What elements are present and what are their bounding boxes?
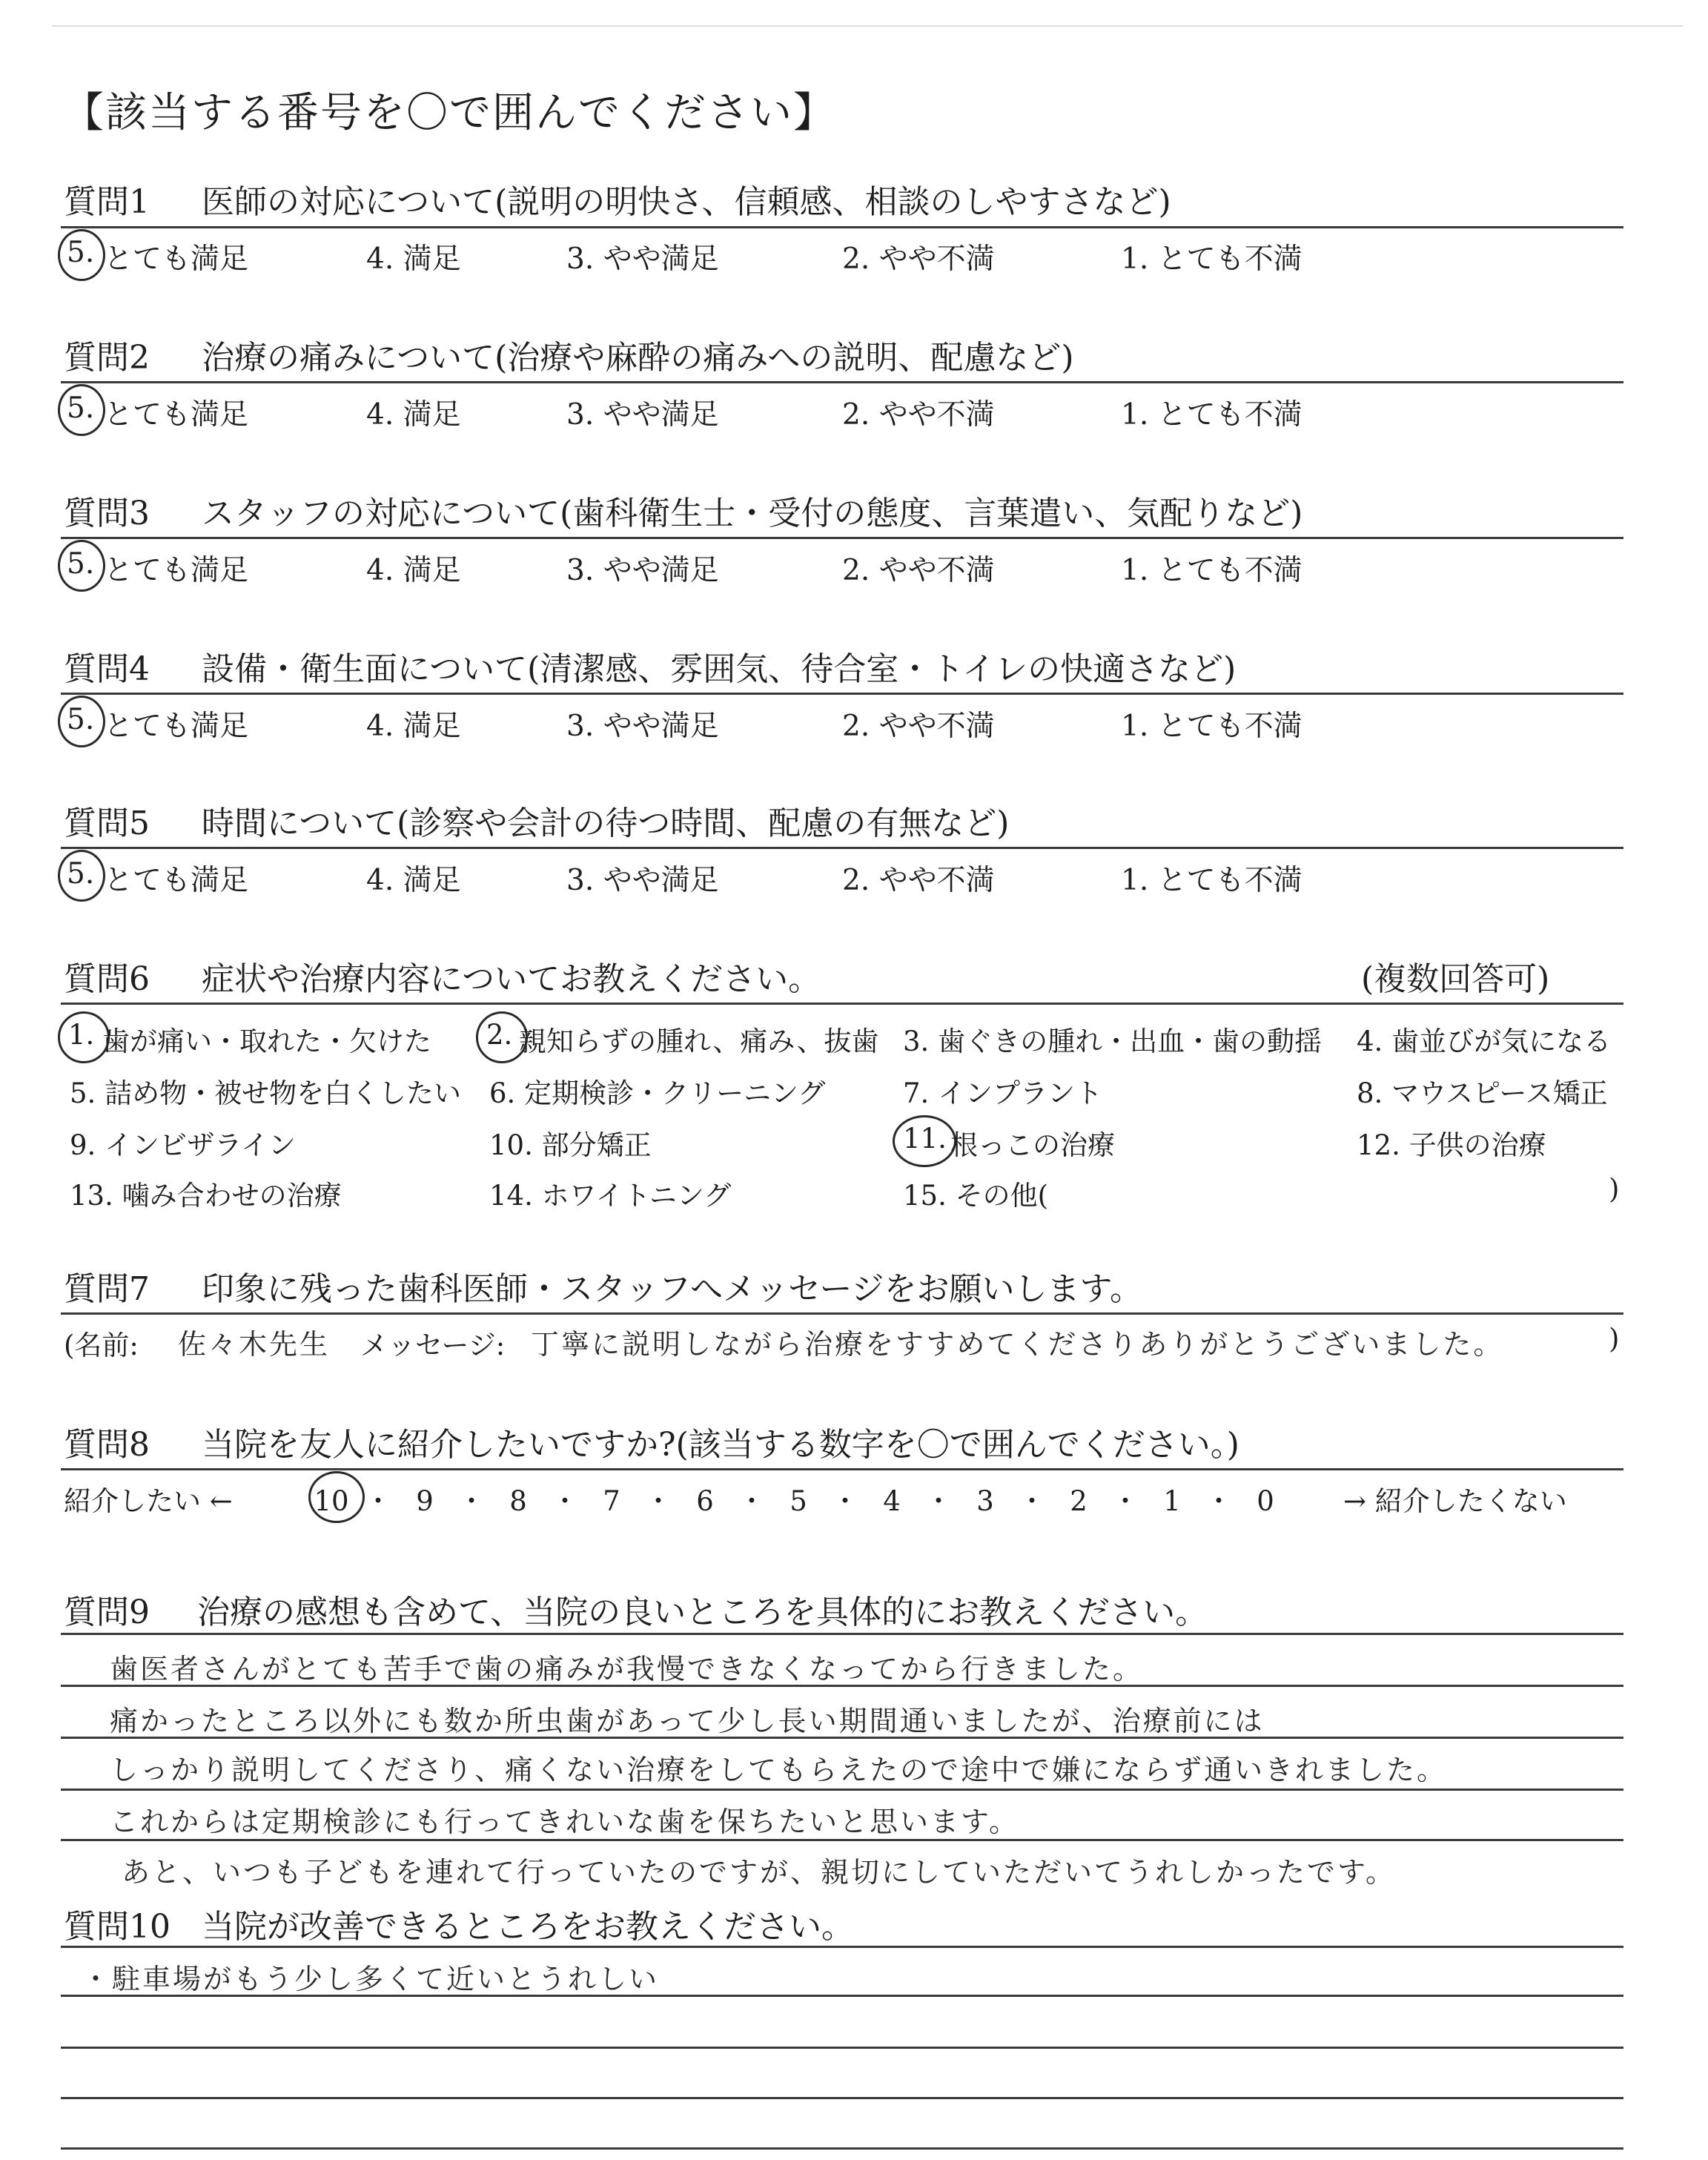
question-label: 質問10 bbox=[64, 1908, 171, 1946]
question-text: 印象に残った歯科医師・スタッフへメッセージをお願いします。 bbox=[202, 1270, 1142, 1308]
option-1[interactable]: 1. とても不満 bbox=[1121, 242, 1302, 276]
rule-line bbox=[61, 226, 1623, 228]
option-4[interactable]: 4. 歯並びが気になる bbox=[1357, 1025, 1612, 1057]
option-3[interactable]: 3. やや満足 bbox=[566, 554, 719, 587]
question-text: 治療の感想も含めて、当院の良いところを具体的にお教えください。 bbox=[197, 1593, 1208, 1631]
scan-top-edge bbox=[52, 25, 1683, 27]
rule-line bbox=[61, 1633, 1623, 1635]
option-4[interactable]: 4. 満足 bbox=[366, 554, 461, 587]
scale-0[interactable]: 0 bbox=[1257, 1485, 1274, 1517]
option-4[interactable]: 4. 満足 bbox=[366, 864, 461, 897]
scale-separator: ・ bbox=[551, 1485, 579, 1517]
question-text: 時間について(診察や会計の待つ時間、配慮の有無など) bbox=[202, 805, 1010, 842]
option-1-text[interactable]: 歯が痛い・取れた・欠けた bbox=[102, 1025, 431, 1057]
option-7[interactable]: 7. インプラント bbox=[903, 1077, 1103, 1109]
page-title: 【該当する番号を〇で囲んでください】 bbox=[62, 89, 836, 137]
scale-8[interactable]: 8 bbox=[509, 1485, 527, 1517]
scale-right-label: → 紹介したくない bbox=[1343, 1485, 1567, 1517]
name-label: (名前: bbox=[64, 1330, 139, 1361]
scale-9[interactable]: 9 bbox=[416, 1485, 434, 1517]
option-5-num[interactable]: 5. bbox=[67, 703, 95, 736]
scale-6[interactable]: 6 bbox=[696, 1485, 714, 1517]
option-14[interactable]: 14. ホワイトニング bbox=[489, 1180, 732, 1212]
scale-5[interactable]: 5 bbox=[790, 1485, 807, 1517]
question-label: 質問8 bbox=[64, 1426, 150, 1464]
option-3[interactable]: 3. やや満足 bbox=[566, 398, 719, 432]
question-label: 質問1 bbox=[64, 183, 150, 221]
rule-line bbox=[61, 1003, 1623, 1005]
option-3[interactable]: 3. やや満足 bbox=[566, 864, 719, 897]
rule-line bbox=[61, 1789, 1623, 1791]
option-2[interactable]: 2. やや不満 bbox=[842, 398, 995, 432]
option-6[interactable]: 6. 定期検診・クリーニング bbox=[489, 1077, 826, 1109]
scale-1[interactable]: 1 bbox=[1163, 1485, 1181, 1517]
option-13[interactable]: 13. 噛み合わせの治療 bbox=[70, 1180, 342, 1212]
scale-separator: ・ bbox=[364, 1485, 392, 1517]
scale-separator: ・ bbox=[924, 1485, 953, 1517]
answer-line[interactable]: しっかり説明してくださり、痛くない治療をしてもらえたので途中で嫌にならず通いきれました。 bbox=[110, 1754, 1448, 1786]
option-3[interactable]: 3. 歯ぐきの腫れ・出血・歯の動揺 bbox=[903, 1025, 1323, 1057]
rule-line bbox=[61, 2047, 1623, 2049]
scale-separator: ・ bbox=[644, 1485, 672, 1517]
message-close: ) bbox=[1609, 1323, 1620, 1355]
rule-line bbox=[61, 2097, 1623, 2099]
message-value[interactable]: 丁寧に説明しながら治療をすすめてくださりありがとうございました。 bbox=[531, 1328, 1504, 1361]
scale-7[interactable]: 7 bbox=[603, 1485, 620, 1517]
question-label: 質問6 bbox=[64, 960, 150, 998]
option-1[interactable]: 1. とても不満 bbox=[1121, 864, 1302, 897]
rule-line bbox=[61, 1946, 1623, 1948]
option-12[interactable]: 12. 子供の治療 bbox=[1357, 1129, 1546, 1161]
scale-separator: ・ bbox=[1205, 1485, 1233, 1517]
option-10[interactable]: 10. 部分矯正 bbox=[489, 1129, 652, 1161]
option-2[interactable]: 2. やや不満 bbox=[842, 242, 995, 276]
question-label: 質問2 bbox=[64, 339, 150, 377]
option-1[interactable]: 1. とても不満 bbox=[1121, 554, 1302, 587]
option-11-num[interactable]: 11. bbox=[903, 1123, 947, 1155]
scale-separator: ・ bbox=[738, 1485, 766, 1517]
rule-line bbox=[61, 1468, 1623, 1470]
option-5-text[interactable]: とても満足 bbox=[104, 710, 249, 743]
scale-separator: ・ bbox=[1111, 1485, 1139, 1517]
option-2[interactable]: 2. やや不満 bbox=[842, 710, 995, 743]
rule-line bbox=[61, 1312, 1623, 1315]
rule-line bbox=[61, 847, 1623, 849]
option-5-num[interactable]: 5. bbox=[67, 392, 95, 425]
option-5-text[interactable]: とても満足 bbox=[104, 242, 249, 276]
question-text: 当院が改善できるところをお教えください。 bbox=[202, 1908, 854, 1946]
option-15-close: ) bbox=[1609, 1173, 1620, 1205]
option-9[interactable]: 9. インビザライン bbox=[70, 1129, 296, 1161]
question-text: 医師の対応について(説明の明快さ、信頼感、相談のしやすさなど) bbox=[202, 183, 1171, 221]
rule-line bbox=[61, 381, 1623, 383]
option-1[interactable]: 1. とても不満 bbox=[1121, 710, 1302, 743]
option-5-num[interactable]: 5. bbox=[67, 236, 95, 269]
option-5-num[interactable]: 5. bbox=[67, 857, 95, 891]
option-2[interactable]: 2. やや不満 bbox=[842, 864, 995, 897]
option-5-text[interactable]: とても満足 bbox=[104, 554, 249, 587]
scale-4[interactable]: 4 bbox=[883, 1485, 901, 1517]
question-label: 質問3 bbox=[64, 495, 150, 532]
answer-line[interactable]: ・駐車場がもう少し多くて近いとうれしい bbox=[82, 1963, 660, 1995]
scale-separator: ・ bbox=[457, 1485, 486, 1517]
scale-3[interactable]: 3 bbox=[976, 1485, 994, 1517]
option-4[interactable]: 4. 満足 bbox=[366, 398, 461, 432]
rating-scale bbox=[307, 1479, 1290, 1519]
option-5-text[interactable]: とても満足 bbox=[104, 864, 249, 897]
option-5[interactable]: 5. 詰め物・被せ物を白くしたい bbox=[70, 1077, 462, 1109]
answer-line[interactable]: これからは定期検診にも行ってきれいな歯を保ちたいと思います。 bbox=[110, 1806, 1019, 1838]
option-2-num[interactable]: 2. bbox=[486, 1019, 513, 1051]
rule-line bbox=[61, 1839, 1623, 1841]
option-5-text[interactable]: とても満足 bbox=[104, 398, 249, 432]
answer-line[interactable]: あと、いつも子どもを連れて行っていたのですが、親切にしていただいてうれしかったです。 bbox=[122, 1856, 1396, 1889]
question-text: 設備・衛生面について(清潔感、雰囲気、待合室・トイレの快適さなど) bbox=[202, 650, 1237, 688]
answer-line[interactable]: 痛かったところ以外にも数か所虫歯があって少し長い期間通いましたが、治療前には bbox=[110, 1705, 1265, 1737]
rule-line bbox=[61, 2147, 1623, 2150]
option-1-num[interactable]: 1. bbox=[68, 1019, 95, 1051]
question-label: 質問5 bbox=[64, 805, 150, 842]
option-11-text[interactable]: 根っこの治療 bbox=[950, 1129, 1115, 1161]
question-label: 質問9 bbox=[64, 1593, 150, 1631]
option-5-num[interactable]: 5. bbox=[67, 547, 95, 581]
scale-separator: ・ bbox=[1018, 1485, 1046, 1517]
rule-line bbox=[61, 1995, 1623, 1997]
question-text: 症状や治療内容についてお教えください。 bbox=[202, 960, 821, 998]
scale-left-label: 紹介したい ← bbox=[64, 1485, 233, 1517]
option-2-text[interactable]: 親知らずの腫れ、痛み、抜歯 bbox=[519, 1025, 879, 1057]
rule-line bbox=[61, 693, 1623, 695]
option-3[interactable]: 3. やや満足 bbox=[566, 242, 719, 276]
rule-line bbox=[61, 1685, 1623, 1687]
multiple-answer-note: (複数回答可) bbox=[1361, 960, 1550, 998]
scale-separator: ・ bbox=[831, 1485, 859, 1517]
message-label: メッセージ: bbox=[360, 1330, 506, 1361]
option-8[interactable]: 8. マウスピース矯正 bbox=[1357, 1077, 1608, 1109]
rule-line bbox=[61, 1737, 1623, 1739]
rule-line bbox=[61, 537, 1623, 539]
question-text: 治療の痛みについて(治療や麻酔の痛みへの説明、配慮など) bbox=[202, 339, 1074, 377]
option-2[interactable]: 2. やや不満 bbox=[842, 554, 995, 587]
question-label: 質問7 bbox=[64, 1270, 150, 1308]
scale-10[interactable]: 10 bbox=[314, 1485, 349, 1517]
answer-line[interactable]: 歯医者さんがとても苦手で歯の痛みが我慢できなくなってから行きました。 bbox=[110, 1653, 1144, 1685]
question-text: スタッフの対応について(歯科衛生士・受付の態度、言葉遣い、気配りなど) bbox=[202, 495, 1303, 532]
question-label: 質問4 bbox=[64, 650, 150, 688]
name-value[interactable]: 佐々木先生 bbox=[178, 1328, 331, 1361]
option-15[interactable]: 15. その他( bbox=[903, 1180, 1049, 1212]
question-text: 当院を友人に紹介したいですか?(該当する数字を〇で囲んでください。) bbox=[202, 1426, 1239, 1464]
option-1[interactable]: 1. とても不満 bbox=[1121, 398, 1302, 432]
option-4[interactable]: 4. 満足 bbox=[366, 710, 461, 743]
scale-2[interactable]: 2 bbox=[1070, 1485, 1088, 1517]
option-4[interactable]: 4. 満足 bbox=[366, 242, 461, 276]
option-3[interactable]: 3. やや満足 bbox=[566, 710, 719, 743]
